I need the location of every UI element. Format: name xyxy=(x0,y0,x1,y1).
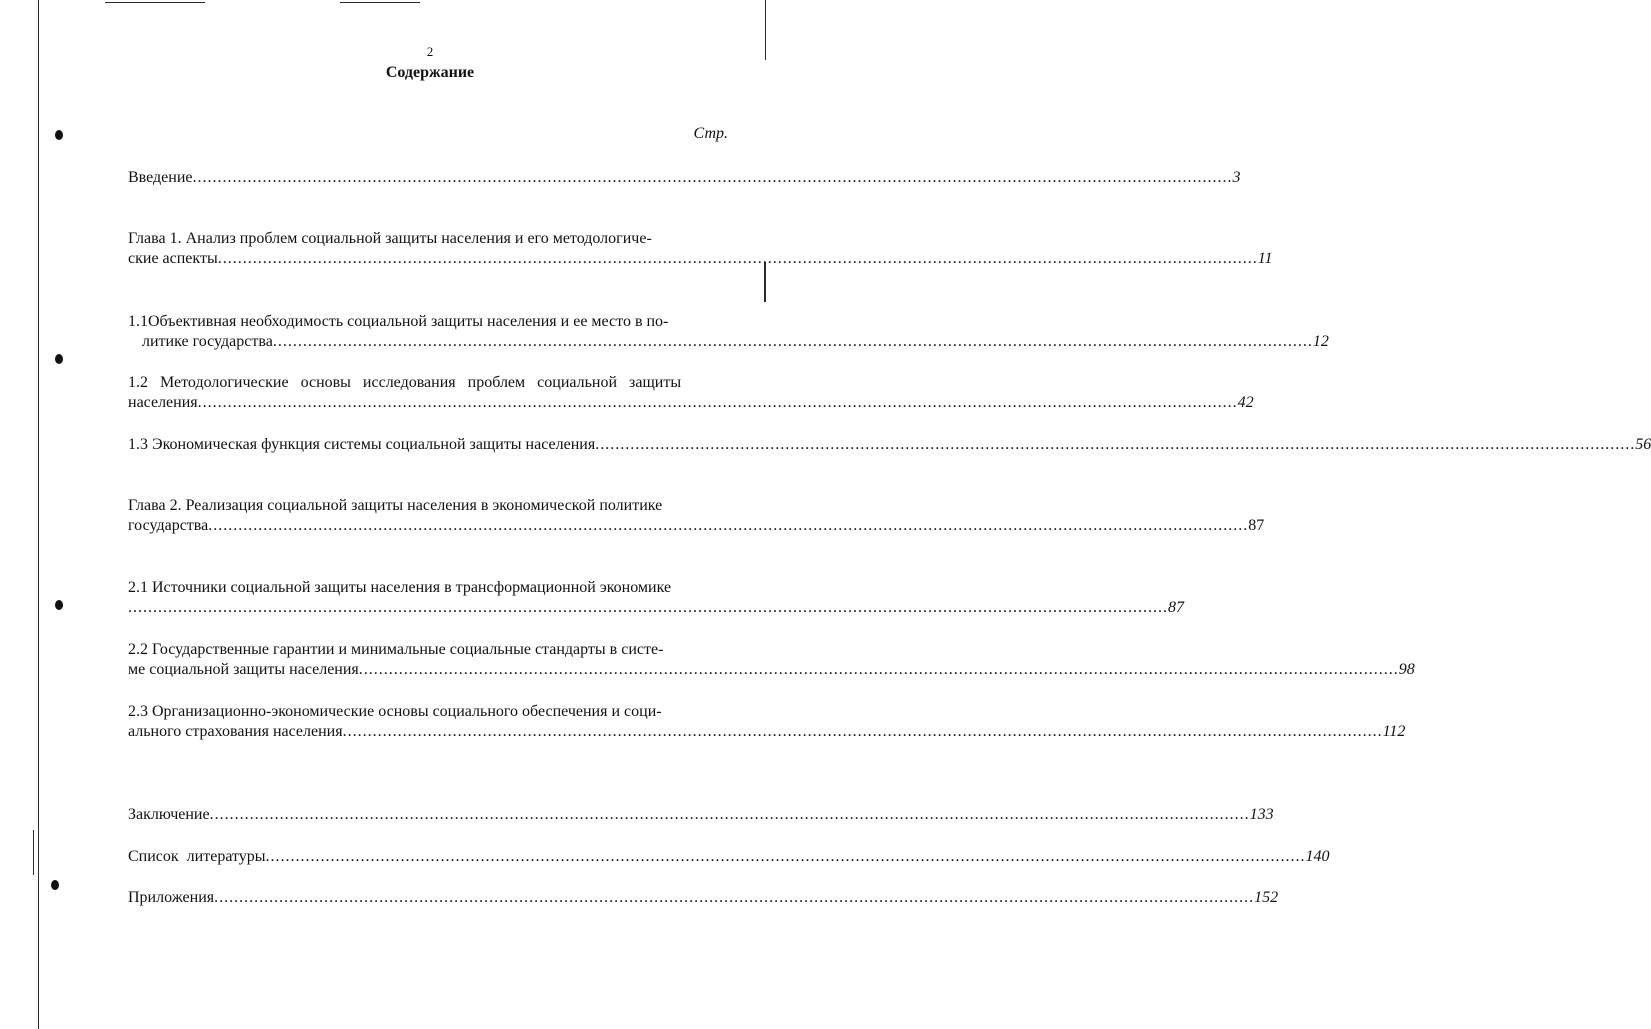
toc-page-number: 140 xyxy=(1305,848,1330,865)
toc-entry-section-1-2 xyxy=(128,373,1254,413)
toc-entry-section-2-3 xyxy=(128,702,1406,742)
scan-edge-top-left xyxy=(105,2,205,3)
toc-page-number: 11 xyxy=(1257,250,1273,267)
toc-page-number: 87 xyxy=(1168,599,1184,616)
toc-entry-title-cont: ального страхования населения xyxy=(128,723,343,740)
page-number: 2 xyxy=(426,44,434,59)
leader-dots: ................................................................................................................................................................................................................ xyxy=(128,599,1168,616)
toc-entry-section-1-1 xyxy=(128,312,1329,352)
toc-entry-title: Приложения xyxy=(128,889,215,906)
punch-hole-4 xyxy=(51,880,59,890)
toc-page-number: 152 xyxy=(1254,889,1279,906)
toc-entry-title: 1.2 Методологические основы исследования проблем социальной защиты xyxy=(128,374,682,391)
punch-hole-3 xyxy=(55,600,63,610)
leader-dots: ................................................................................................................................................................................................................ xyxy=(197,394,1238,411)
page-title: Содержание xyxy=(385,64,475,81)
scan-edge-left xyxy=(38,0,39,1029)
toc-entry-title: Глава 2. Реализация социальной защиты населения в экономической политике xyxy=(128,497,663,514)
toc-page-number: 12 xyxy=(1312,333,1329,350)
toc-entry-title-cont: государства xyxy=(128,517,209,534)
toc-entry-title: 1.1Объективная необходимость социальной защиты населения и ее место в по- xyxy=(128,313,669,330)
punch-hole-2 xyxy=(55,354,63,364)
scan-edge-left-lower xyxy=(33,830,34,875)
toc-entry-title-cont: населения xyxy=(128,394,198,411)
leader-dots: ................................................................................................................................................................................................................ xyxy=(595,436,1636,453)
toc-entry-title-cont: ме социальной защиты населения xyxy=(128,661,359,678)
leader-dots: ................................................................................................................................................................................................................ xyxy=(342,723,1383,740)
leader-dots: ................................................................................................................................................................................................................ xyxy=(358,661,1399,678)
toc-page-number: 112 xyxy=(1382,723,1406,740)
toc-page-number: 3 xyxy=(1232,169,1241,186)
leader-dots: ................................................................................................................................................................................................................ xyxy=(208,517,1249,534)
toc-entry-title-cont: ские аспекты xyxy=(128,250,218,267)
toc-page-number: 42 xyxy=(1237,394,1254,411)
leader-dots: ................................................................................................................................................................................................................ xyxy=(192,169,1233,186)
toc-entry-bibliography xyxy=(128,847,1330,867)
toc-entry-chapter-1 xyxy=(128,229,1273,269)
scan-edge-top-right xyxy=(340,2,420,3)
toc-page-number: 87 xyxy=(1248,517,1265,534)
leader-dots: ................................................................................................................................................................................................................ xyxy=(217,250,1258,267)
toc-entry-title: Глава 1. Анализ проблем социальной защиты населения и его методологиче- xyxy=(128,230,652,247)
toc-entry-title: 2.2 Государственные гарантии и минимальные социальные стандарты в систе- xyxy=(128,641,664,658)
toc-entry-title: 2.3 Организационно-экономические основы социального обеспечения и соци- xyxy=(128,703,662,720)
page-column-label: Стр. xyxy=(693,125,728,142)
toc-entry-title: Заключение xyxy=(128,806,210,823)
toc-entry-conclusion xyxy=(128,805,1274,825)
toc-page-number: 56 xyxy=(1635,436,1651,453)
toc-entry-section-2-2 xyxy=(128,640,1415,680)
toc-page-number: 133 xyxy=(1249,806,1274,823)
toc-entry-chapter-2 xyxy=(128,496,1265,536)
toc-entry-title: 2.1 Источники социальной защиты населения в трансформационной экономике xyxy=(128,579,672,596)
toc-entry-title: Список литературы xyxy=(128,848,266,865)
toc-entry-title: Введение xyxy=(128,169,193,186)
leader-dots: ................................................................................................................................................................................................................ xyxy=(214,889,1255,906)
toc-entry-title: 1.3 Экономическая функция системы социальной защиты населения xyxy=(128,436,596,453)
toc-entry-intro xyxy=(128,168,1241,188)
toc-entry-section-2-1 xyxy=(128,578,1184,618)
toc-entry-appendices xyxy=(128,888,1279,908)
toc-entry-title-cont: литике государства xyxy=(142,333,273,350)
leader-dots: ................................................................................................................................................................................................................ xyxy=(265,848,1306,865)
toc-entry-section-1-3 xyxy=(128,435,1651,455)
leader-dots: ................................................................................................................................................................................................................ xyxy=(272,333,1313,350)
punch-hole-1 xyxy=(55,130,63,140)
toc-page-number: 98 xyxy=(1398,661,1415,678)
leader-dots: ................................................................................................................................................................................................................ xyxy=(209,806,1250,823)
